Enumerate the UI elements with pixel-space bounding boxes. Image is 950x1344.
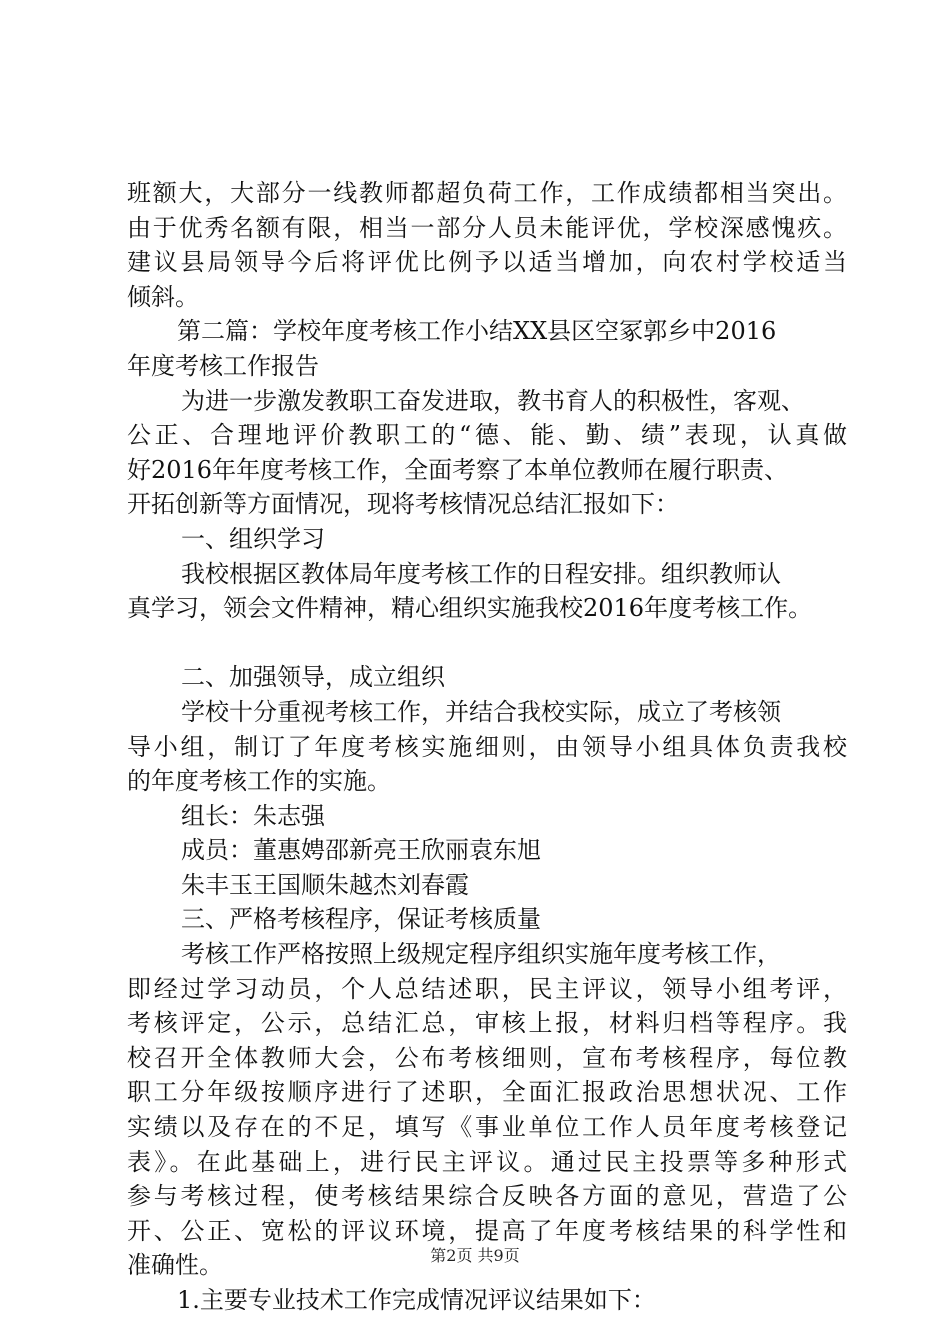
text-line: 导小组，制订了年度考核实施细则，由领导小组具体负责我校: [127, 732, 847, 761]
page-footer: [0, 1246, 950, 1266]
page-number-label: 第2页 共9页: [430, 1246, 520, 1265]
section-heading: 年度考核工作报告: [127, 351, 319, 380]
text-line: 的年度考核工作的实施。: [127, 767, 391, 796]
text-line: 学校十分重视考核工作，并结合我校实际，成立了考核领: [181, 697, 781, 726]
text-line: 我校根据区教体局年度考核工作的日程安排。组织教师认: [181, 559, 781, 588]
text-line: 校召开全体教师大会，公布考核细则，宣布考核程序，每位教: [127, 1043, 847, 1072]
subheading: 一、组织学习: [181, 524, 325, 553]
text-line: 班额大，大部分一线教师都超负荷工作，工作成绩都相当突出。: [127, 179, 847, 207]
list-item: 1.主要专业技术工作完成情况评议结果如下：: [177, 1286, 656, 1314]
text-line: 组长：朱志强: [181, 801, 325, 830]
text-line: 真学习，领会文件精神，精心组织实施我校2016年度考核工作。: [127, 594, 813, 623]
text-line: 成员：董惠娉邵新亮王欣丽袁东旭: [181, 836, 541, 865]
text-line: 开、公正、宽松的评议环境，提高了年度考核结果的科学性和: [127, 1216, 847, 1245]
paragraph-gap: [127, 626, 847, 661]
text-line: 准确性。: [127, 1251, 223, 1280]
text-line: 职工分年级按顺序进行了述职，全面汇报政治思想状况、工作: [127, 1078, 847, 1107]
text-line: 倾斜。: [127, 282, 199, 311]
subheading: 三、严格考核程序，保证考核质量: [181, 905, 541, 934]
document-body: [127, 176, 847, 1318]
text-line: 参与考核过程，使考核结果综合反映各方面的意见，营造了公: [127, 1182, 847, 1211]
subheading: 二、加强领导，成立组织: [181, 663, 445, 692]
text-line: 公正、合理地评价教职工的“德、能、勤、绩”表现，认真做: [127, 421, 847, 450]
section-heading: 第二篇：学校年度考核工作小结XX县区空冢郭乡中2016: [177, 317, 777, 346]
text-line: 表》。在此基础上，进行民主评议。通过民主投票等多种形式: [127, 1147, 847, 1176]
text-line: 实绩以及存在的不足，填写《事业单位工作人员年度考核登记: [127, 1113, 847, 1142]
text-line: 建议县局领导今后将评优比例予以适当增加，向农村学校适当: [127, 248, 847, 277]
text-line: 朱丰玉王国顺朱越杰刘春霞: [181, 870, 469, 899]
text-line: 考核工作严格按照上级规定程序组织实施年度考核工作，: [181, 940, 781, 969]
text-line: 考核评定，公示，总结汇总，审核上报，材料归档等程序。我: [127, 1009, 847, 1038]
text-line: 好2016年年度考核工作，全面考察了本单位教师在履行职责、: [127, 455, 789, 484]
text-line: 开拓创新等方面情况，现将考核情况总结汇报如下：: [127, 490, 679, 519]
text-line: 为进一步激发教职工奋发进取，教书育人的积极性，客观、: [181, 386, 805, 415]
text-line: 即经过学习动员，个人总结述职，民主评议，领导小组考评，: [127, 974, 847, 1003]
text-line: 由于优秀名额有限，相当一部分人员未能评优，学校深感愧疚。: [127, 213, 847, 242]
